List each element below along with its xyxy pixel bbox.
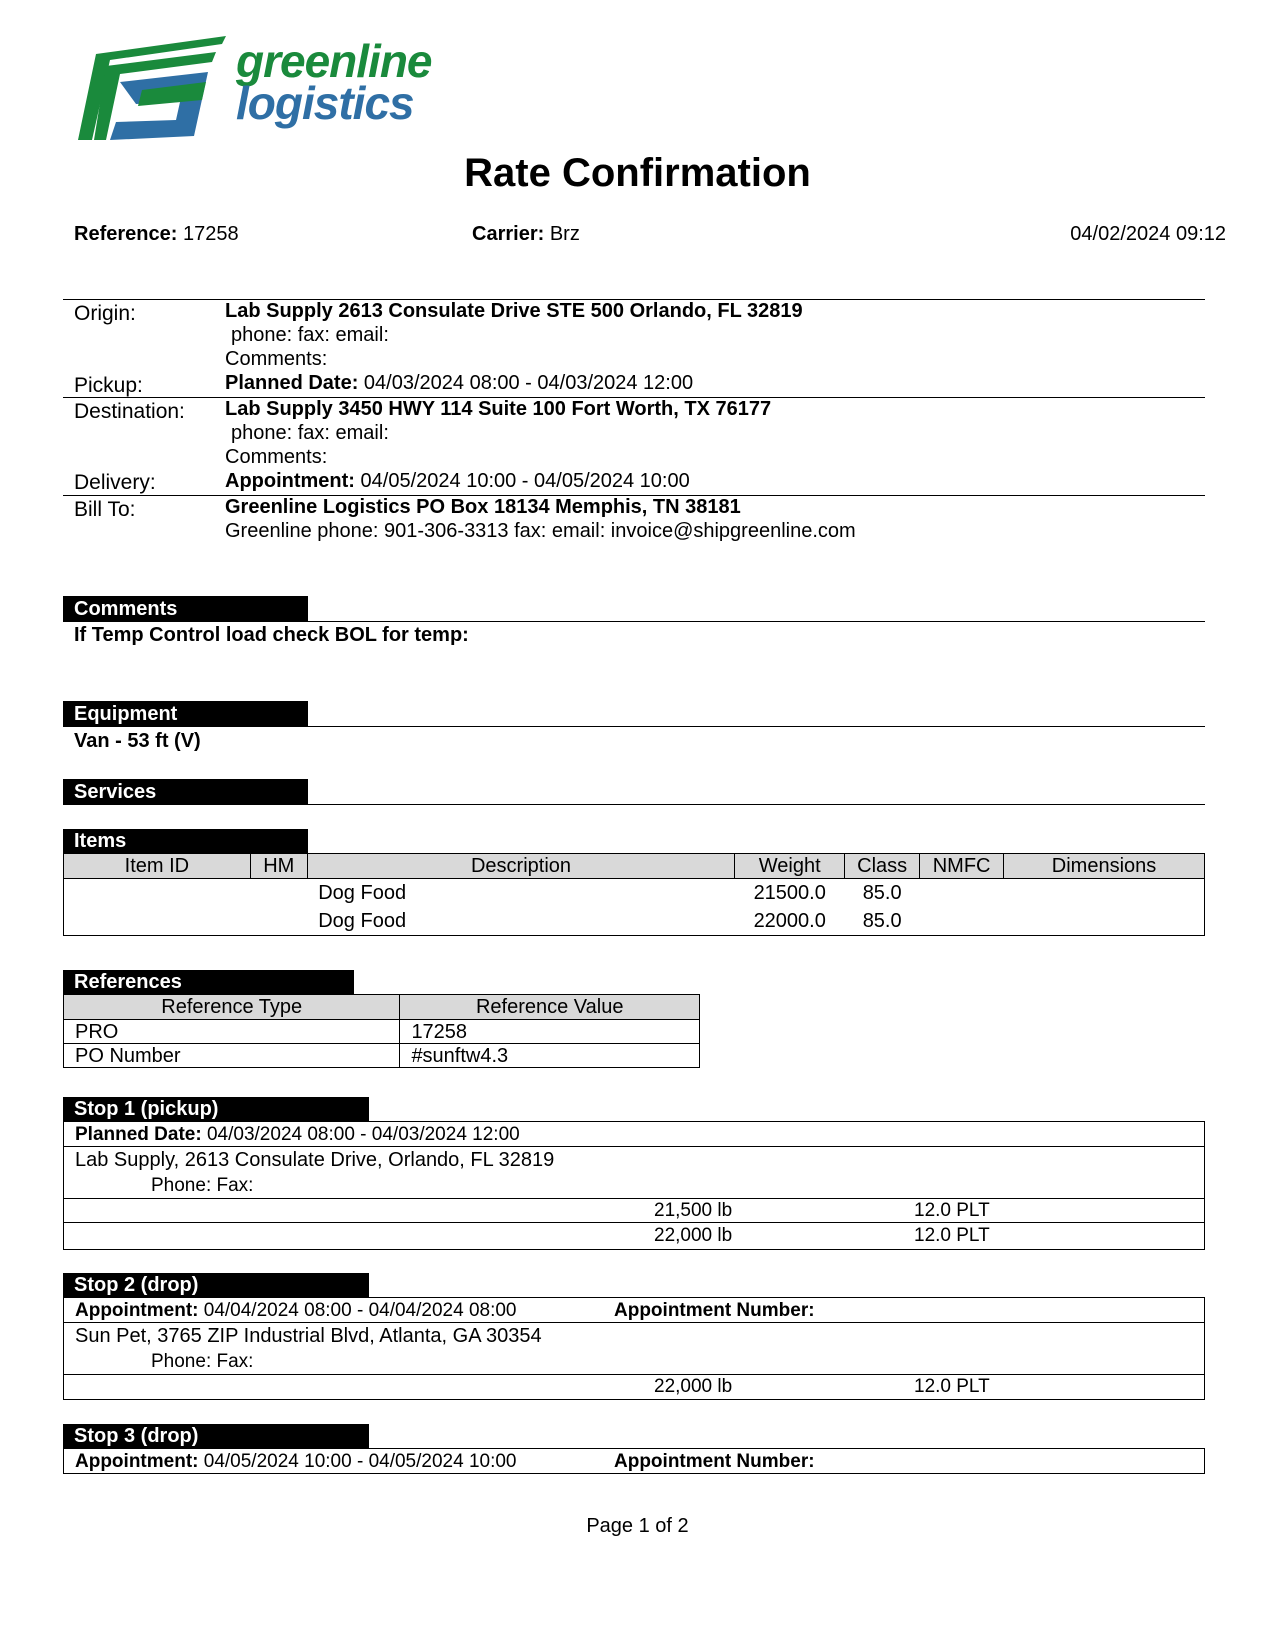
reference-value: 17258 [182,223,239,245]
carrier-field [472,223,580,246]
destination-comments: Comments: [225,446,328,468]
logo-word-logistics: logistics [236,77,414,129]
stop1-title: Stop 1 (pickup) [63,1097,369,1121]
col-weight: Weight [735,854,845,879]
stop1-line2-qty: 12.0 PLT [914,1225,990,1246]
item-class: 85.0 [862,882,902,904]
stop3-appointment-number-label: Appointment Number: [614,1451,815,1472]
col-nmfc: NMFC [920,854,1004,879]
stop3-date-value: 04/05/2024 10:00 - 04/05/2024 10:00 [203,1451,517,1472]
reference-type: PRO [64,1020,400,1044]
origin-contact: phone: fax: email: [231,324,389,346]
delivery-label: Delivery: [74,471,156,494]
stop1-phone: Phone: Fax: [151,1175,254,1196]
equipment-text: Van - 53 ft (V) [74,730,201,752]
logo-word-greenline: greenline [236,35,432,87]
stop2-appointment-number-label: Appointment Number: [614,1300,815,1321]
stop2-date-value: 04/04/2024 08:00 - 04/04/2024 08:00 [203,1300,517,1321]
stop3-title: Stop 3 (drop) [63,1424,369,1448]
stop1-date [75,1124,520,1146]
stop1-line1-qty: 12.0 PLT [914,1200,990,1221]
stop3-date [75,1451,517,1473]
billto-contact: Greenline phone: 901-306-3313 fax: email: invoice@shipgreenline.com [225,520,856,542]
carrier-label: Carrier: [472,223,545,245]
pickup-label: Pickup: [74,374,143,397]
planned-date-label: Planned Date: [225,372,359,394]
reference-label: Reference: [74,223,178,245]
destination-contact: phone: fax: email: [231,422,389,444]
stop2-line1-weight: 22,000 lb [654,1376,733,1397]
planned-date-value: 04/03/2024 08:00 - 04/03/2024 12:00 [363,372,694,394]
services-section-title: Services [63,779,308,805]
origin-comments: Comments: [225,348,328,370]
stop1-box [63,1121,1205,1250]
item-id [64,907,251,936]
comments-section-title: Comments [63,596,308,622]
table-row [64,879,1205,908]
col-hm: HM [250,854,307,879]
destination-label: Destination: [74,400,185,423]
carrier-value: Brz [549,223,580,245]
stop2-date [75,1300,517,1322]
stop1-date-value: 04/03/2024 08:00 - 04/03/2024 12:00 [206,1124,520,1145]
delivery-appointment [225,470,690,493]
items-section-title: Items [63,829,308,853]
references-table [63,994,700,1068]
stop1-address: Lab Supply, 2613 Consulate Drive, Orlando, FL 32819 [75,1149,555,1171]
items-header-row [64,854,1205,879]
reference-value: #sunftw4.3 [400,1044,700,1068]
equipment-section-title: Equipment [63,701,308,727]
page-title: Rate Confirmation [464,151,811,195]
item-nmfc [920,907,1004,936]
item-hm [250,879,307,908]
item-dimensions [1004,907,1205,936]
col-item-id: Item ID [64,854,251,879]
billto-label: Bill To: [74,498,136,521]
billto-address: Greenline Logistics PO Box 18134 Memphis, TN 38181 [225,496,741,518]
references-section-title: References [63,970,354,994]
logo-mark [76,34,226,144]
item-description: Dog Food [318,910,407,932]
appointment-label: Appointment: [225,470,355,492]
company-logo [76,34,432,144]
col-class: Class [845,854,920,879]
reference-value: 17258 [400,1020,700,1044]
references-header-row [64,995,700,1020]
appointment-value: 04/05/2024 10:00 - 04/05/2024 10:00 [360,470,690,492]
item-hm [250,907,307,936]
stop3-box [63,1448,1205,1474]
stop2-phone: Phone: Fax: [151,1351,254,1372]
items-table [63,853,1205,936]
item-dimensions [1004,879,1205,908]
destination-address: Lab Supply 3450 HWY 114 Suite 100 Fort Worth, TX 76177 [225,398,772,420]
col-reference-type: Reference Type [64,995,400,1020]
item-nmfc [920,879,1004,908]
col-description: Description [307,854,735,879]
table-row [64,1044,700,1068]
reference-type: PO Number [64,1044,400,1068]
table-row [64,1020,700,1044]
stop1-date-label: Planned Date: [75,1124,202,1145]
stop2-box [63,1297,1205,1400]
page-number: Page 1 of 2 [586,1515,689,1537]
item-description: Dog Food [318,882,407,904]
stop1-line2-weight: 22,000 lb [654,1225,733,1246]
stop2-title: Stop 2 (drop) [63,1273,369,1297]
comments-text: If Temp Control load check BOL for temp: [74,624,469,646]
col-reference-value: Reference Value [400,995,700,1020]
stop2-date-label: Appointment: [75,1300,199,1321]
col-dimensions: Dimensions [1004,854,1205,879]
stop2-address: Sun Pet, 3765 ZIP Industrial Blvd, Atlanta, GA 30354 [75,1325,542,1347]
stop3-date-label: Appointment: [75,1451,199,1472]
reference-field [74,223,239,246]
origin-address: Lab Supply 2613 Consulate Drive STE 500 Orlando, FL 32819 [225,300,803,322]
document-datetime: 04/02/2024 09:12 [1070,223,1226,245]
item-id [64,879,251,908]
item-weight: 22000.0 [753,910,826,932]
origin-label: Origin: [74,302,136,325]
table-row [64,907,1205,936]
item-class: 85.0 [862,910,902,932]
item-weight: 21500.0 [753,882,826,904]
pickup-planned-date [225,372,693,395]
stop1-line1-weight: 21,500 lb [654,1200,733,1221]
stop2-line1-qty: 12.0 PLT [914,1376,990,1397]
